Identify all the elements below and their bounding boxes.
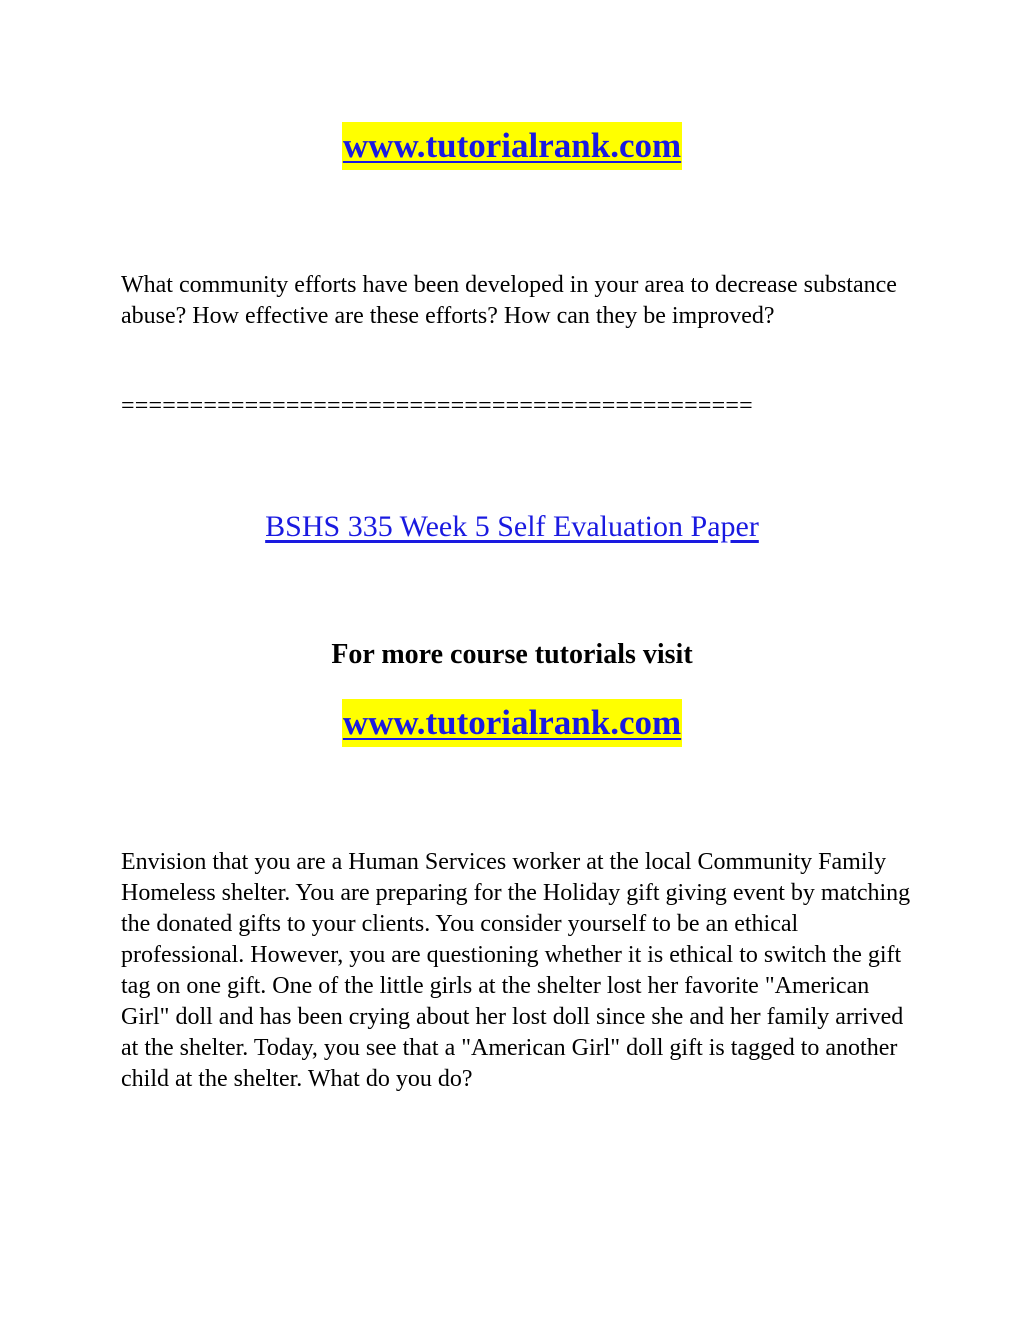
visit-link-row [0,699,1024,747]
course-title-row [0,507,1024,547]
header-link-row [0,122,1024,170]
course-title-link[interactable]: BSHS 335 Week 5 Self Evaluation Paper [265,510,759,543]
visit-text-row [0,637,1024,673]
scenario-paragraph: Envision that you are a Human Services worker at the local Community Family Homeless shelter. You are preparing for the Holiday gift giving event by matching the donated gifts to your clients. You consider yourself to be an ethical professional. However, you are questioning whether it is ethical to switch the gift tag on one gift. One of the little girls at the shelter lost her favorite "American Girl" doll and has been crying about her lost doll since she and her family arrived at the shelter. Today, you see that a "American Girl" doll gift is tagged to another child at the shelter. What do you do? [121,849,911,1092]
visit-text: For more course tutorials visit [331,639,693,670]
header-website-link[interactable]: www.tutorialrank.com [342,122,682,170]
question-paragraph: What community efforts have been developed in your area to decrease substance abuse? How effective are these efforts? How can they be improved? [121,272,897,329]
section-divider: ============================================== [121,393,753,419]
visit-website-link[interactable]: www.tutorialrank.com [342,699,682,747]
